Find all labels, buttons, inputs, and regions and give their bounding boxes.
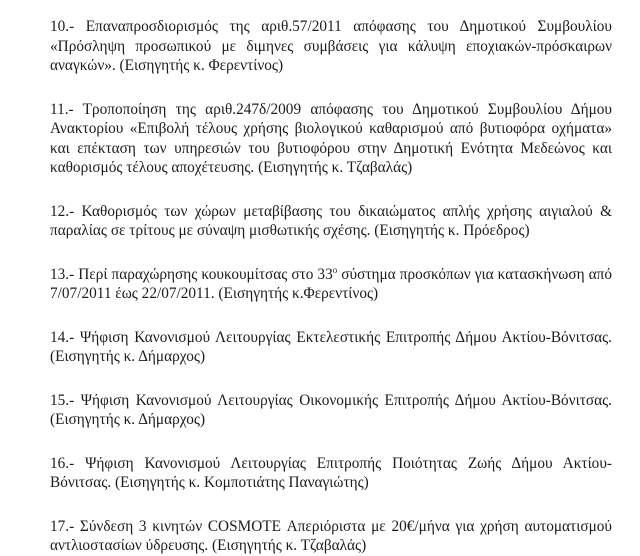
agenda-item-text: 12.- Καθορισμός των χώρων μεταβίβασης του δικαιώματος απλής χρήσης αιγιαλού & παραλίας σε τρίτους με σύναψη μισθωτικής σχέσης. (Εισηγητής κ. Πρόεδρος) [50, 202, 612, 239]
agenda-item-text [50, 265, 612, 304]
agenda-item-text: 17.- Σύνδεση 3 κινητών COSMOTE Απεριόριστα με 20€/μήνα για χρήση αυτοματισμού αντλιοστασίων ύδρευσης. (Εισηγητής κ. Τζαβαλάς) [50, 517, 612, 554]
agenda-item-14 [50, 328, 612, 367]
agenda-item-text: 16.- Ψήφιση Κανονισμού Λειτουργίας Επιτροπής Ποιότητας Ζωής Δήμου Ακτίου-Βόνιτσας. (Εισηγητής κ. Κομποτιάτης Παναγιώτης) [50, 454, 612, 491]
agenda-item-10 [50, 17, 612, 76]
agenda-item-text-part: σύστημα προσκόπων για κατασκήνωση από 7/07/2011 έως 22/07/2011. (Εισηγητής κ.Φερεντίνος) [50, 265, 612, 302]
agenda-item-text: 15.- Ψήφιση Κανονισμού Λειτουργίας Οικονομικής Επιτροπής Δήμου Ακτίου-Βόνιτσας. (Εισηγητής κ. Δήμαρχος) [50, 391, 612, 428]
agenda-item-12 [50, 202, 612, 241]
agenda-item-text-part: 13.- Περί παραχώρησης κουκουμίτσας στο 33 [50, 265, 333, 283]
agenda-item-16 [50, 454, 612, 493]
agenda-item-text: 14.- Ψήφιση Κανονισμού Λειτουργίας Εκτελεστικής Επιτροπής Δήμου Ακτίου-Βόνιτσας. (Εισηγητής κ. Δήμαρχος) [50, 328, 612, 365]
agenda-item-17 [50, 517, 612, 556]
agenda-item-text: 11.- Τροποποίηση της αριθ.247δ/2009 απόφασης του Δημοτικού Συμβουλίου Δήμου Ανακτορίου «Επιβολή τέλους χρήσης βιολογικού καθαρισμού από βυτιοφόρα οχήματα» και επέκταση των υπηρεσιών του βυτιοφόρου στην Δημοτική Ενότητα Μεδεώνος και καθορισμός τέλους αποχέτευσης. (Εισηγητής κ. Τζαβαλάς) [50, 100, 612, 176]
agenda-item-15 [50, 391, 612, 430]
agenda-item-13 [50, 265, 612, 304]
ordinal-superscript: ο [332, 264, 338, 275]
agenda-item-text: 10.- Επαναπροσδιορισμός της αριθ.57/2011 απόφασης του Δημοτικού Συμβουλίου «Πρόσληψη προσωπικού με διμηνες συμβάσεις για κάλυψη εποχιακών-πρόσκαιρων αναγκών». (Εισηγητής κ. Φερεντίνος) [50, 18, 612, 74]
agenda-item-11 [50, 100, 612, 178]
